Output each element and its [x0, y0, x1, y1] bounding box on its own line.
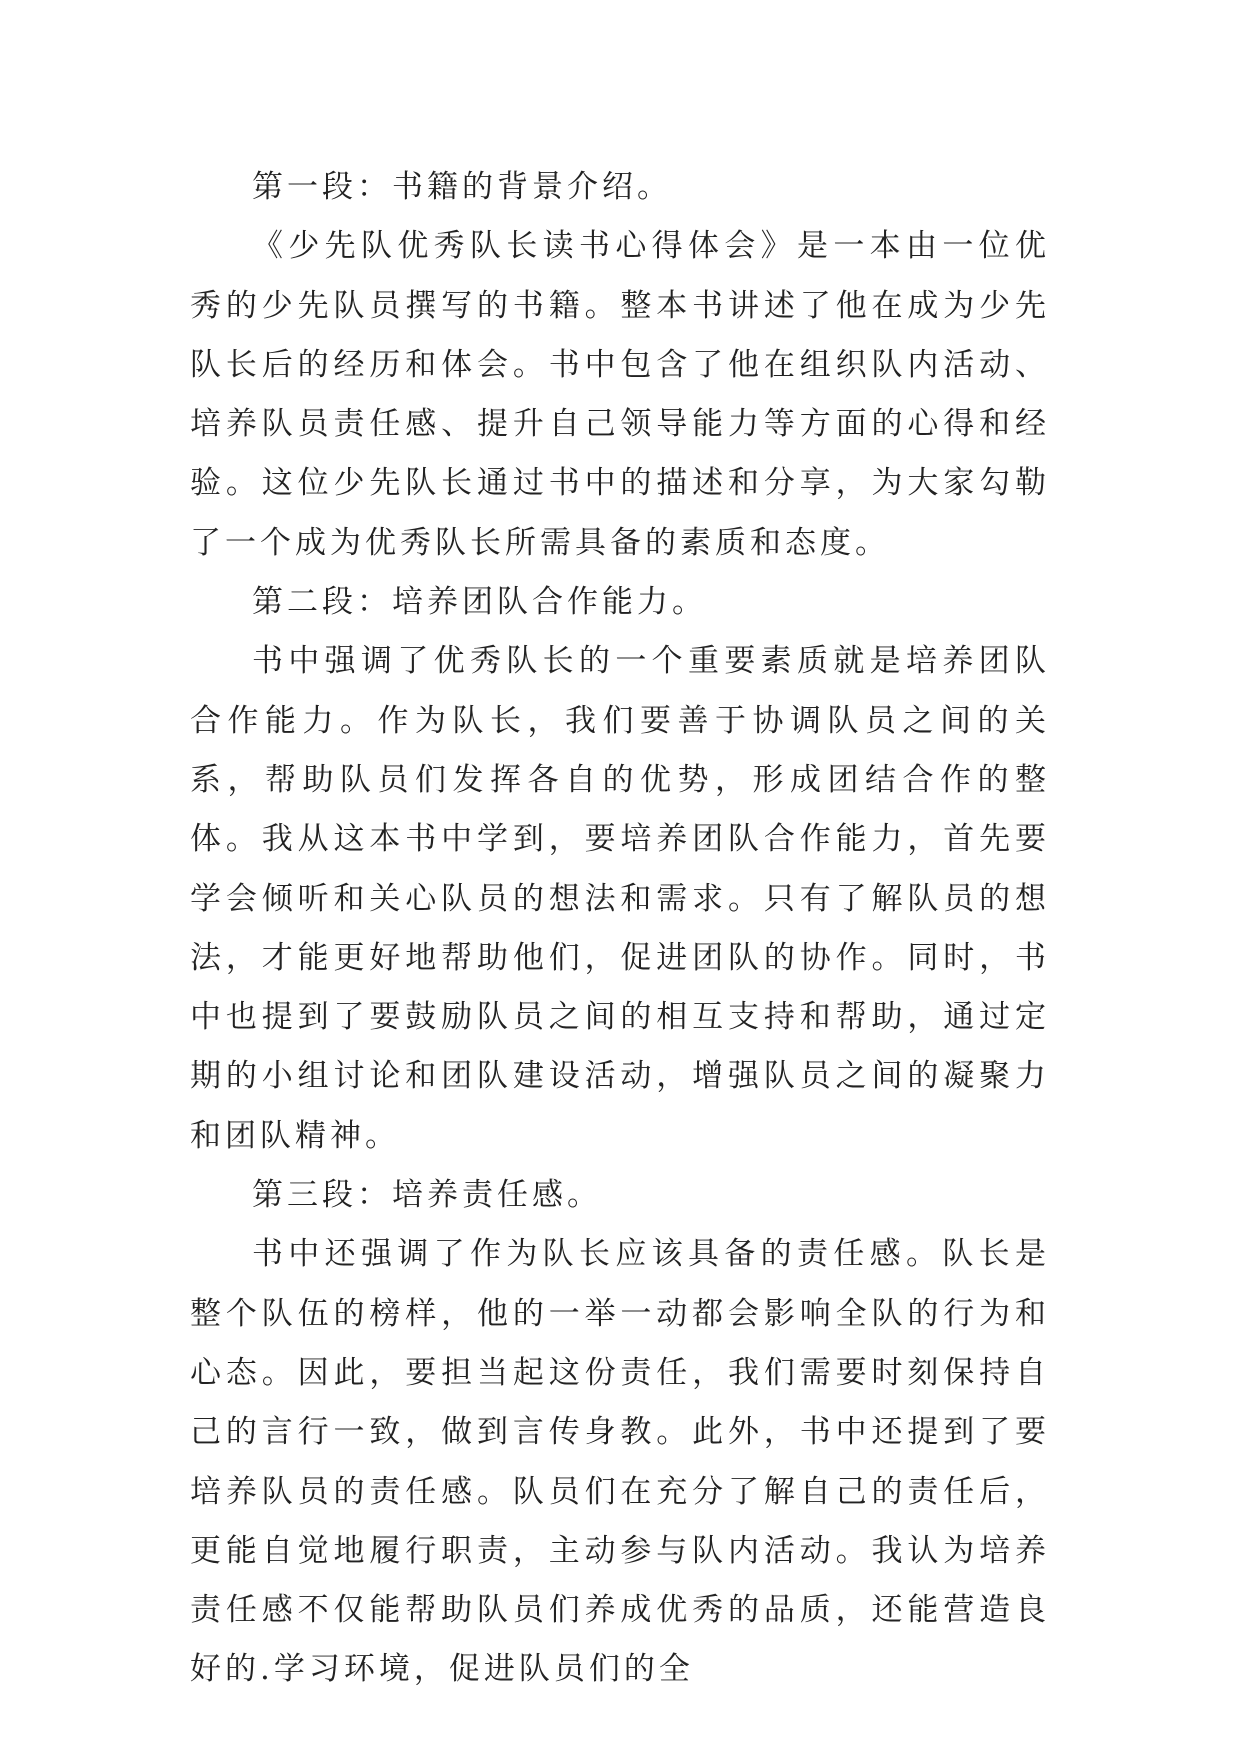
- body-paragraph-1: 《少先队优秀队长读书心得体会》是一本由一位优秀的少先队员撰写的书籍。整本书讲述了他在成为少先队长后的经历和体会。书中包含了他在组织队内活动、培养队员责任感、提升自己领导能力等方面的心得和经验。这位少先队长通过书中的描述和分享，为大家勾勒了一个成为优秀队长所需具备的素质和态度。: [190, 228, 1050, 561]
- body-paragraph-3: 书中还强调了作为队长应该具备的责任感。队长是整个队伍的榜样，他的一举一动都会影响全队的行为和心态。因此，要担当起这份责任，我们需要时刻保持自己的言行一致，做到言传身教。此外，书中还提到了要培养队员的责任感。队员们在充分了解自己的责任后，更能自觉地履行职责，主动参与队内活动。我认为培养责任感不仅能帮助队员们养成优秀的品质，还能营造良好的.学习环境，促进队员们的全: [190, 1236, 1050, 1688]
- heading-paragraph-2: 第二段：培养团队合作能力。: [252, 584, 707, 621]
- body-paragraph-2: 书中强调了优秀队长的一个重要素质就是培养团队合作能力。作为队长，我们要善于协调队员之间的关系，帮助队员们发挥各自的优势，形成团结合作的整体。我从这本书中学到，要培养团队合作能力，首先要学会倾听和关心队员的想法和需求。只有了解队员的想法，才能更好地帮助他们，促进团队的协作。同时，书中也提到了要鼓励队员之间的相互支持和帮助，通过定期的小组讨论和团队建设活动，增强队员之间的凝聚力和团队精神。: [190, 643, 1050, 1154]
- document-body: [190, 158, 1050, 1700]
- heading-paragraph-1: 第一段：书籍的背景介绍。: [252, 169, 672, 205]
- heading-paragraph-3: 第三段：培养责任感。: [252, 1177, 602, 1214]
